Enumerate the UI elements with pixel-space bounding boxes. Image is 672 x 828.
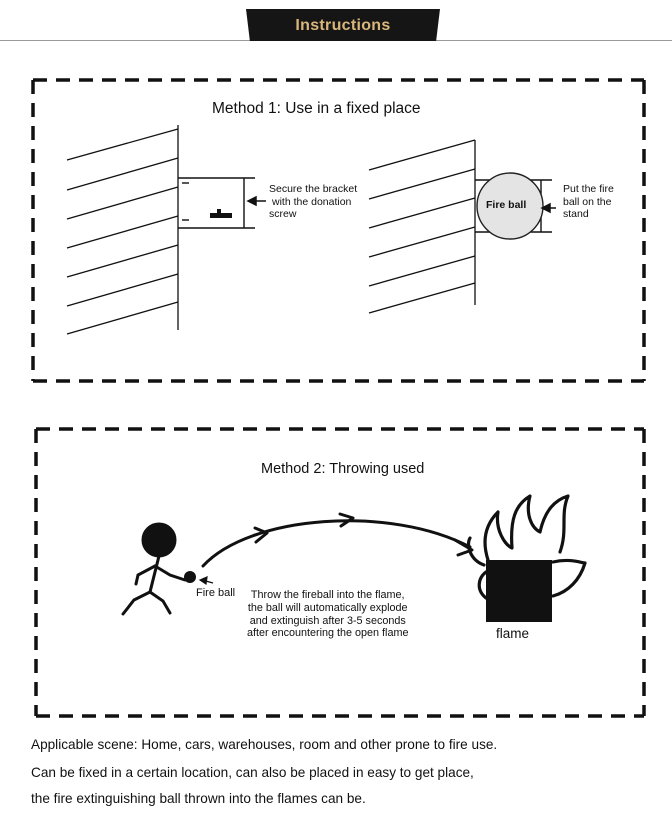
screw-icon: [210, 209, 232, 218]
method1-left-note-line: Secure the bracket: [269, 183, 358, 195]
method1-right-note: [563, 183, 614, 221]
right-wall-icon: [369, 140, 475, 313]
method2-throw-note-line: after encountering the open flame: [247, 627, 409, 640]
footer-line-1: Applicable scene: Home, cars, warehouses, room and other prone to fire use.: [31, 737, 498, 752]
method1-left-note-line: with the donation: [272, 195, 352, 208]
method1-box: [33, 80, 644, 381]
footer-line-2: Can be fixed in a certain location, can also be placed in easy to get place,: [31, 765, 474, 780]
left-note-arrow-icon: [248, 197, 266, 205]
method1-right-note-line: ball on the: [563, 195, 612, 208]
footer-line-3: the fire extinguishing ball thrown into the flames can be.: [31, 791, 366, 806]
bracket-icon: [178, 178, 255, 228]
ball-label-arrow-icon: [200, 577, 213, 584]
method2-throw-note: [247, 589, 408, 640]
left-wall-icon: [67, 125, 178, 334]
method2-throw-note-line: the ball will automatically explode: [247, 601, 408, 614]
method2-throw-note-line: and extinguish after 3-5 seconds: [249, 614, 406, 627]
trajectory-icon: [203, 514, 472, 566]
method1-right-note-line: stand: [563, 208, 589, 220]
thrown-ball-icon: [184, 571, 196, 583]
method1-title: Method 1: Use in a fixed place: [212, 100, 421, 117]
header-title: Instructions: [295, 17, 391, 34]
flame-box-icon: [486, 560, 552, 622]
method1-fire-ball-label: Fire ball: [486, 199, 527, 211]
method2-title: Method 2: Throwing used: [261, 461, 425, 477]
stick-figure-icon: [123, 524, 185, 614]
method1-right-note-line: Put the fire: [563, 183, 614, 195]
method2-flame-label: flame: [496, 626, 530, 641]
method1-left-note-line: screw: [269, 208, 297, 220]
method2-fire-ball-label: Fire ball: [196, 587, 236, 599]
method2-throw-note-line: Throw the fireball into the flame,: [250, 589, 405, 601]
method1-left-note: [269, 183, 357, 221]
right-note-arrow-icon: [542, 204, 556, 212]
